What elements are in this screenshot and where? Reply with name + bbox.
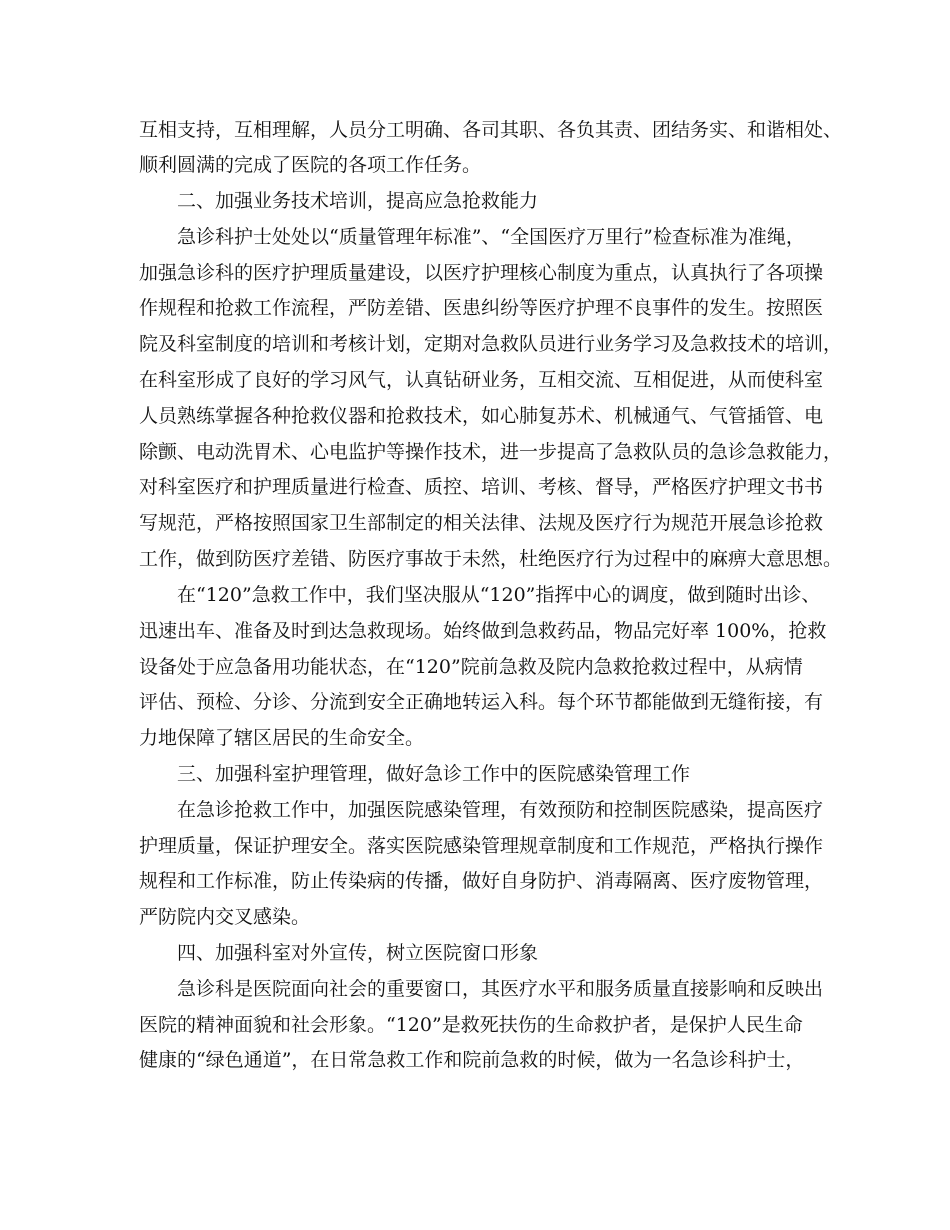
text-line: 加强急诊科的医疗护理质量建设，以医疗护理核心制度为重点，认真执行了各项操 [139, 262, 824, 284]
text-line: 除颤、电动洗胃术、心电监护等操作技术，进一步提高了急救队员的急诊急救能力， [139, 441, 843, 463]
text-line: 人员熟练掌握各种抢救仪器和抢救技术，如心肺复苏术、机械通气、气管插管、电 [139, 405, 824, 427]
text-line: 写规范，严格按照国家卫生部制定的相关法律、法规及医疗行为规范开展急诊抢救 [139, 512, 824, 534]
text-line: 急诊科是医院面向社会的重要窗口，其医疗水平和服务质量直接影响和反映出 [177, 978, 824, 1000]
text-line: 严防院内交叉感染。 [139, 906, 311, 928]
text-line: 规程和工作标准，防止传染病的传播，做好自身防护、消毒隔离、医疗废物管理， [139, 870, 824, 892]
text-line: 在科室形成了良好的学习风气，认真钻研业务，互相交流、互相促进，从而使科室 [139, 369, 824, 391]
text-line: 在“120”急救工作中，我们坚决服从“120”指挥中心的调度，做到随时出诊、 [177, 584, 821, 606]
section-heading: 二、加强业务技术培训，提高应急抢救能力 [177, 190, 539, 212]
text-line: 设备处于应急备用功能状态，在“120”院前急救及院内急救抢救过程中，从病情 [139, 656, 803, 678]
text-line: 工作，做到防医疗差错、防医疗事故于未然，杜绝医疗行为过程中的麻痹大意思想。 [139, 548, 843, 570]
section-heading: 三、加强科室护理管理，做好急诊工作中的医院感染管理工作 [177, 763, 691, 785]
text-line: 评估、预检、分诊、分流到安全正确地转运入科。每个环节都能做到无缝衔接，有 [139, 691, 824, 713]
text-line: 急诊科护士处处以“质量管理年标准”、“全国医疗万里行”检查标准为准绳， [177, 226, 805, 248]
section-heading: 四、加强科室对外宣传，树立医院窗口形象 [177, 942, 539, 964]
text-line: 互相支持，互相理解，人员分工明确、各司其职、各负其责、团结务实、和谐相处、 [139, 119, 843, 141]
text-line: 顺利圆满的完成了医院的各项工作任务。 [139, 154, 482, 176]
text-line: 作规程和抢救工作流程，严防差错、医患纠纷等医疗护理不良事件的发生。按照医 [139, 297, 824, 319]
text-line: 在急诊抢救工作中，加强医院感染管理，有效预防和控制医院感染，提高医疗 [177, 799, 824, 821]
text-line: 院及科室制度的培训和考核计划，定期对急救队员进行业务学习及急救技术的培训， [139, 333, 843, 355]
text-line: 医院的精神面貌和社会形象。“120”是救死扶伤的生命救护者，是保护人民生命 [139, 1014, 803, 1036]
text-line: 对科室医疗和护理质量进行检查、质控、培训、考核、督导，严格医疗护理文书书 [139, 476, 824, 498]
text-line: 护理质量，保证护理安全。落实医院感染管理规章制度和工作规范，严格执行操作 [139, 835, 824, 857]
text-line: 迅速出车、准备及时到达急救现场。始终做到急救药品，物品完好率 100%，抢救 [139, 620, 827, 642]
text-line: 力地保障了辖区居民的生命安全。 [139, 727, 425, 749]
text-line: 健康的“绿色通道”，在日常急救工作和院前急救的时候，做为一名急诊科护士， [139, 1049, 805, 1071]
